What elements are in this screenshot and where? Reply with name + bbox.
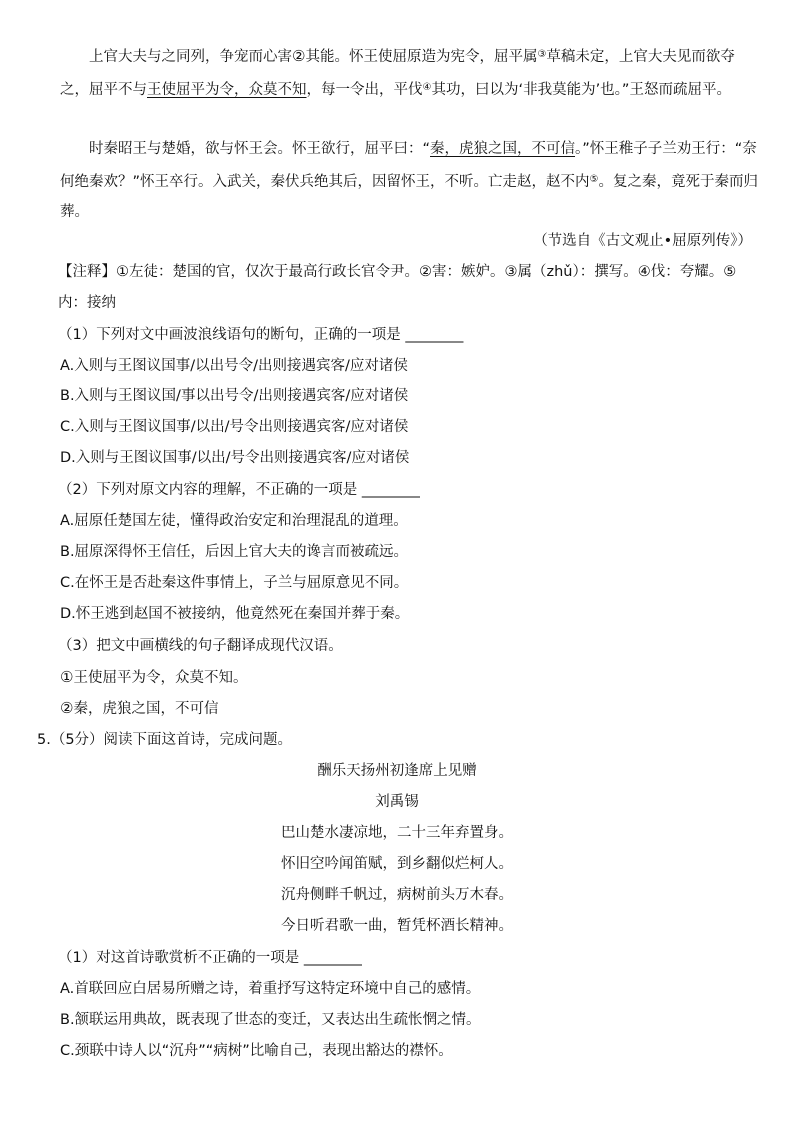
text-run: 其能。怀王使屈原造为宪令，屈平属 <box>305 49 538 65</box>
poem-question-1-option-b: B.颔联运用典故，既表现了世态的变迁，又表达出生疏怅惘之情。 <box>60 1012 481 1028</box>
text-run: 时秦昭王与楚婚，欲与怀王会。怀王欲行，屈平曰：“ <box>89 141 431 157</box>
poem-line: 巴山楚水凄凉地，二十三年弃置身。 <box>281 825 513 841</box>
poem-question-1-stem: （1）对这首诗歌赏析不正确的一项是 ________ <box>58 950 362 966</box>
text-run: ，每一令出，平伐 <box>306 81 423 98</box>
passage-paragraph-1 <box>60 40 760 105</box>
passage-source: （节选自《古文观止•屈原列传》） <box>533 233 752 249</box>
question-1-option-d: D.入则与王图议国事/以出/号令出则接遇宾客/应对诸侯 <box>60 450 410 466</box>
text-run: 草稿未定，上官大夫见而欲夺之，屈平不与 <box>60 49 735 98</box>
item-text: 王使屈平为令，众莫不知。 <box>73 670 248 686</box>
poem-question-1-option-c: C.颈联中诗人以“沉舟”“病树”比喻自己，表现出豁达的襟怀。 <box>60 1043 453 1059</box>
poem-line: 沉舟侧畔千帆过，病树前头万木春。 <box>281 887 513 903</box>
item-text: 秦，虎狼之国，不可信 <box>73 701 219 717</box>
question-1-option-a: A.入则与王图议国事/以出号令/出则接遇宾客/应对诸侯 <box>60 358 408 374</box>
note-marker: ④ <box>422 81 432 93</box>
passage-paragraph-2 <box>60 134 760 228</box>
annotation-notes: 【注释】①左徒：楚国的官，仅次于最高行政长官令尹。②害：嫉妒。③属（zhǔ）：撰写。④伐：夸耀。⑤内：接纳 <box>58 264 737 311</box>
text-run: 。复之秦，竟死于秦而归葬。 <box>60 173 758 220</box>
question-3-stem: （3）把文中画横线的句子翻译成现代汉语。 <box>58 638 343 654</box>
poem-question-header: 5.（5分）阅读下面这首诗，完成问题。 <box>37 732 293 748</box>
text-run: 。”怀王稚子子兰劝王行：“奈何绝秦欢？”怀王卒行。入武关，秦伏兵绝其后，因留怀王，不听。亡走赵，赵不内 <box>60 141 757 190</box>
question-3-item-2 <box>60 693 218 724</box>
poem-author: 刘禹锡 <box>375 794 419 810</box>
question-1-stem: （1）下列对文中画波浪线语句的断句，正确的一项是 ________ <box>58 327 464 343</box>
text-run: 其功，曰以为‘非我莫能为’也。”王怒而疏屈平。 <box>431 81 731 98</box>
underlined-sentence-1: 王使屈平为令，众莫不知 <box>147 81 307 98</box>
underlined-sentence-2: 秦，虎狼之国，不可信 <box>430 141 576 157</box>
question-2-option-a: A.屈原任楚国左徒，懂得政治安定和治理混乱的道理。 <box>60 513 408 529</box>
poem-title: 酬乐天扬州初逢席上见赠 <box>317 763 477 779</box>
question-1-option-b: B.入则与王图议国/事以出号令/出则接遇宾客/应对诸侯 <box>60 388 409 404</box>
poem-line: 怀旧空吟闻笛赋，到乡翻似烂柯人。 <box>281 856 513 872</box>
poem-line: 今日听君歌一曲，暂凭杯酒长精神。 <box>281 918 513 934</box>
note-marker: ③ <box>537 49 547 60</box>
poem-question-1-option-a: A.首联回应白居易所赠之诗，着重抒写这特定环境中自己的感情。 <box>60 981 481 997</box>
question-2-stem: （2）下列对原文内容的理解，不正确的一项是 ________ <box>58 482 420 498</box>
text-run: 上官大夫与之同列，争宠而心害 <box>89 49 292 65</box>
item-number: ② <box>60 699 74 717</box>
question-2-option-c: C.在怀王是否赴秦这件事情上，子兰与屈原意见不同。 <box>60 575 409 591</box>
question-2-option-d: D.怀王逃到赵国不被接纳，他竟然死在秦国并葬于秦。 <box>60 606 410 622</box>
item-number: ① <box>60 668 74 686</box>
question-1-option-c: C.入则与王图议国事/以出/号令出则接遇宾客/应对诸侯 <box>60 419 409 435</box>
question-3-item-1 <box>60 662 247 693</box>
note-marker: ② <box>292 47 306 65</box>
question-2-option-b: B.屈原深得怀王信任，后因上官大夫的谗言而被疏远。 <box>60 544 409 560</box>
note-marker: ⑤ <box>589 173 599 185</box>
